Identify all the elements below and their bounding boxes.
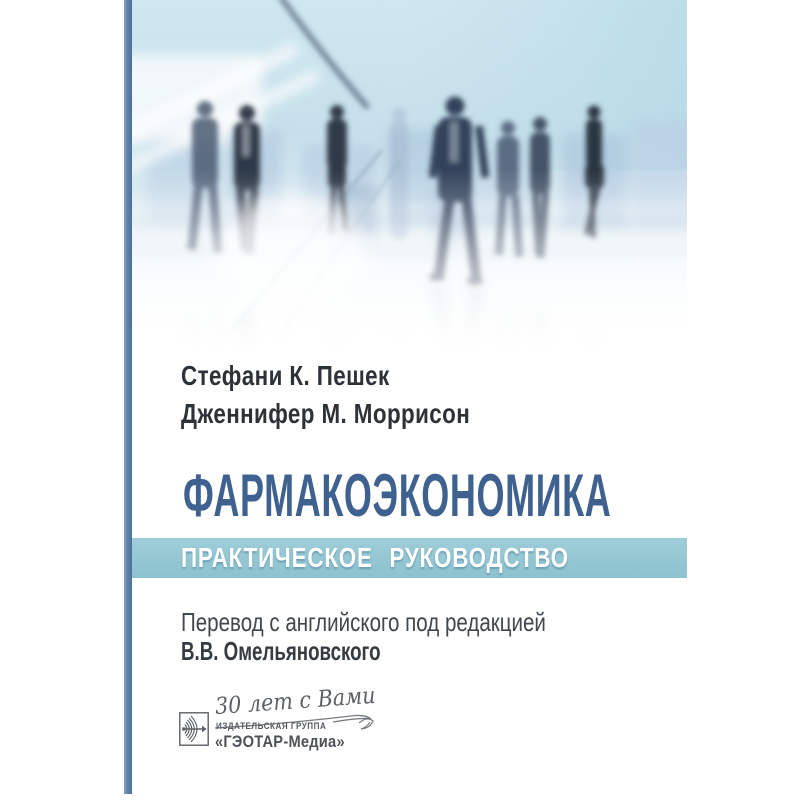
- blurred-business-people-photo: [132, 0, 687, 350]
- publisher-name: «ГЭОТАР-Медиа»: [215, 732, 345, 751]
- spine-stripe: [124, 0, 132, 794]
- anniversary-script-label: 30 лет с Вами: [214, 682, 377, 720]
- author-line-2: Дженнифер М. Моррисон: [181, 398, 471, 429]
- translation-note: Перевод с английского под редакцией: [181, 607, 546, 637]
- subtitle-band: [132, 538, 687, 578]
- author-line-1: Стефани К. Пешек: [181, 360, 390, 391]
- cover-photo: [132, 0, 687, 350]
- book-cover: [124, 0, 687, 794]
- bow-arrow-icon: [179, 712, 209, 746]
- author-names: [181, 357, 470, 433]
- subtitle-label: ПРАКТИЧЕСКОЕ РУКОВОДСТВО: [181, 542, 569, 573]
- editor-name: В.В. Омельяновского: [181, 636, 381, 666]
- book-title: ФАРМАКОЭКОНОМИКА: [183, 462, 612, 529]
- publisher-logo: [179, 682, 499, 778]
- publisher-group-label: ИЗДАТЕЛЬСКАЯ ГРУППА: [216, 721, 327, 732]
